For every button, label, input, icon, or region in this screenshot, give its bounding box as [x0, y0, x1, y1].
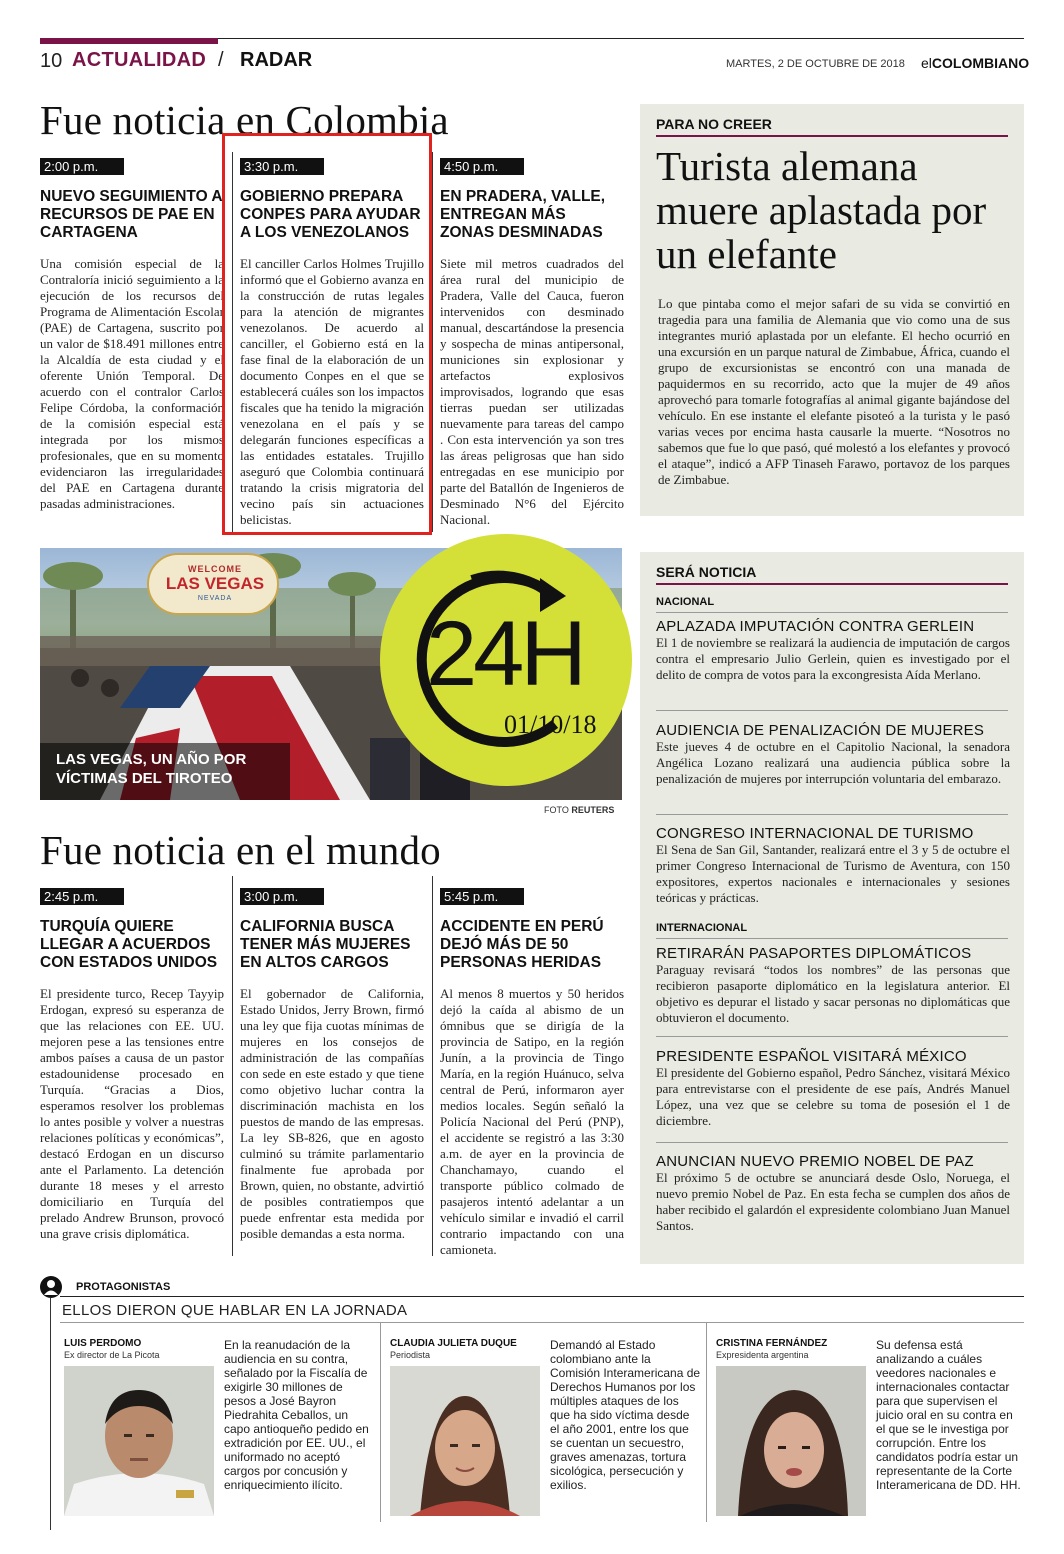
person-icon [40, 1276, 62, 1298]
item-headline: TURQUÍA QUIERE LLEGAR A ACUERDOS CON ESTADOS UNIDOS [40, 918, 218, 971]
photo-caption-line2: VÍCTIMAS DEL TIROTEO [56, 770, 233, 787]
protagonist-role: Periodista [390, 1350, 431, 1360]
sign-top-text: WELCOME [188, 564, 242, 574]
news-item [656, 1153, 1010, 1234]
photo-caption-line1: LAS VEGAS, UN AÑO POR [56, 751, 247, 768]
news-item [656, 618, 1010, 683]
colombia-title: Fue noticia en Colombia [40, 97, 449, 143]
item-body: El canciller Carlos Holmes Trujillo informó que el Gobierno avanza en la construcción de rutas legales para la atención de migrantes venezolanos. De acuerdo al canciller, el Gobierno está en la fase final de la elaboración de un documento Conpes en el que se establecerá cuáles son los impactos fiscales que ha tenido la migración venezolana en el país y se delegarán funciones específicas a las entidades estatales. Trujillo aseguró que Colombia continuará tratando la crisis migratoria del vecino país sin actuaciones belicistas. [240, 256, 424, 527]
news-headline: ANUNCIAN NUEVO PREMIO NOBEL DE PAZ [656, 1153, 974, 1170]
24h-badge [380, 534, 632, 786]
news-headline: APLAZADA IMPUTACIÓN CONTRA GERLEIN [656, 618, 975, 635]
mundo-item-1 [40, 888, 224, 1242]
mundo-title: Fue noticia en el mundo [40, 827, 441, 873]
badge-24h-text: 24H [426, 603, 583, 705]
item-body: Al menos 8 muertos y 50 heridos dejó la caída al abismo de un ómnibus que se dirigía de la provincia de Satipo, en la región Junín, a la provincia de Tingo María, en la región Huánuco, selva central de Perú, informaron ayer medios locales. Según señaló la Policía Nacional del Perú (PNP), el accidente se registró a las 3:30 a.m. de ayer en la provincia de Chanchamayo, cuando el transporte público colmado de pasajeros intentó adelantar a un vehículo similar e invadió el carril contrario impactando con una camioneta. [440, 986, 624, 1257]
divider [656, 1036, 1008, 1037]
panel-body: Lo que pintaba como el mejor safari de su vida se convirtió en tragedia para una familia de Alemania que vio como una de sus integrantes murió aplastada por un elefante. El hecho ocurrió en una excursión en un parque natural de Zimbabue, África, cuando el grupo de excursionistas se encontró con una manada de paquidermos en su recorrido, acto que la mujer de 49 años aprovechó para tomarle fotografías al animal gigante bajándose del vehículo. En ese instante el elefante pisoteó a la turista y le pasó varias veces por encima hasta causarle la muerte. “Nosotros no sabemos que fue lo que pasó, qué molestó a los elefantes y provocó el ataque”, indicó a AFP Tinaseh Farawo, portavoz de los parques de Zimbabue. [658, 296, 1010, 487]
protagonist-card [60, 1330, 380, 1530]
news-headline: CONGRESO INTERNACIONAL DE TURISMO [656, 825, 974, 842]
badge-date: 01/10/18 [504, 710, 597, 739]
news-headline: RETIRARÁN PASAPORTES DIPLOMÁTICOS [656, 945, 972, 962]
column-divider [432, 876, 433, 1256]
protagonistas-sub-rule [60, 1322, 1024, 1323]
protagonist-photo [716, 1366, 866, 1516]
protagonistas-subtitle: ELLOS DIERON QUE HABLAR EN LA JORNADA [62, 1302, 408, 1319]
colombia-item-3 [440, 158, 624, 528]
mundo-item-3 [440, 888, 624, 1258]
item-headline: GOBIERNO PREPARA CONPES PARA AYUDAR A LOS VENEZOLANOS [240, 188, 421, 241]
panel-rule [656, 583, 1008, 585]
protagonistas-tag: PROTAGONISTAS [76, 1281, 171, 1293]
news-body: Paraguay revisará “todos los nombres” de las personas que recibieron pasaporte diplomático en la legislatura anterior. El objetivo es depurar el listado y sacar personas no diplomáticas que obtuvieron el documento. [656, 962, 1010, 1025]
item-body: El gobernador de California, Estado Unidos, Jerry Brown, firmó una ley que fija cuotas mínimas de mujeres en los consejos de administración de las compañías con sede en este estado y que tiene como objetivo luchar contra la discriminación machista en los puestos de mando de las empresas. La ley SB-826, que en agosto culminó su trámite parlamentario finalmente fue aprobada por Brown, quien, no obstante, advirtió de posibles contratiempos que puede enfrentar esta medida por posible demandas a esta norma. [240, 986, 424, 1241]
time-tag: 5:45 p.m. [440, 888, 524, 905]
divider [656, 612, 1008, 613]
section-name: ACTUALIDAD [72, 49, 207, 71]
para-no-creer-panel [640, 104, 1024, 516]
highlight-box [222, 133, 432, 535]
news-item [656, 825, 1010, 906]
news-body: Este jueves 4 de octubre en el Capitolio Nacional, la senadora Angélica Lozano realizará una audiencia pública sobre la penalización de mujeres por interrupción voluntaria del embarazo. [656, 739, 1010, 786]
time-tag: 2:00 p.m. [40, 158, 124, 175]
news-body: El próximo 5 de octubre se anunciará desde Oslo, Noruega, el nuevo premio Nobel de Paz. En esta fecha se cumplen dos años de haber recibido el galardón el expresidente colombiano Juan Manuel Santos. [656, 1170, 1010, 1233]
news-body: El Sena de San Gil, Santander, realizará entre el 3 y 5 de octubre el primer Congreso Internacional de Turismo de Aventura, con 150 expositores, expertos nacionales e internacionales y sesiones teóricas y prácticas. [656, 842, 1010, 905]
sign-bottom-text: NEVADA [197, 595, 233, 602]
internacional-label: INTERNACIONAL [656, 922, 748, 934]
header-accent-bar [40, 38, 218, 44]
protagonist-role: Ex director de La Picota [64, 1350, 160, 1360]
protagonist-role: Expresidenta argentina [716, 1350, 809, 1360]
item-body: El presidente turco, Recep Tayyip Erdogan, expresó su esperanza de que las relaciones con EE. UU. mejoren pese a las tensiones entre ambos países a causa de un pastor estadounidense procesado en Turquía. “Gracias a Dios, esperamos resolver los problemas lo antes posible y volver a nuestras relaciones políticas y económicas”, destacó Erdogan en un discurso ante el Parlamento. La detención durante 18 meses y el arresto domiciliario en Turquía del prelado Andrew Brunson, provocó una grave crisis diplomática. [40, 986, 224, 1241]
panel-tag: SERÁ NOTICIA [656, 564, 757, 580]
news-item [656, 722, 1010, 787]
mundo-item-2 [240, 888, 424, 1242]
divider [656, 814, 1008, 815]
news-item [656, 945, 1010, 1026]
panel-rule [656, 135, 1008, 137]
newspaper-name: elCOLOMBIANO [921, 55, 1030, 71]
time-tag: 3:00 p.m. [240, 888, 324, 905]
protagonist-name: LUIS PERDOMO [64, 1338, 142, 1349]
time-tag: 4:50 p.m. [440, 158, 524, 175]
item-headline: ACCIDENTE EN PERÚ DEJÓ MÁS DE 50 PERSONAS HERIDAS [440, 918, 604, 971]
protagonist-name: CRISTINA FERNÁNDEZ [716, 1338, 828, 1349]
protagonist-card [712, 1330, 1024, 1530]
column-divider [232, 876, 233, 1256]
section-divider: / [218, 49, 224, 71]
divider [656, 938, 1008, 939]
protagonistas-top-rule [60, 1296, 1024, 1297]
colombia-item-1 [40, 158, 224, 512]
divider [656, 710, 1008, 711]
divider [656, 1142, 1008, 1143]
protagonist-text: Su defensa está analizando a cuáles veedores nacionales e internacionales contactar para que supervisen el juicio oral en su contra en el que se le investiga por corrupción. Entre los candidatos podría estar un representante de la Corte Interamericana de DD. HH. [876, 1338, 1021, 1492]
item-headline: CALIFORNIA BUSCA TENER MÁS MUJERES EN ALTOS CARGOS [240, 918, 411, 971]
item-headline: EN PRADERA, VALLE, ENTREGAN MÁS ZONAS DESMINADAS [440, 188, 606, 241]
protagonist-photo [390, 1366, 540, 1516]
protagonistas-rule [50, 1298, 51, 1530]
panel-tag: PARA NO CREER [656, 116, 772, 132]
news-body: El presidente del Gobierno español, Pedro Sánchez, visitará México para entrevistarse con el presidente de ese país, Andrés Manuel López, una vez que se celebre su toma de posesión el 1 de diciembre. [656, 1065, 1010, 1128]
news-body: El 1 de noviembre se realizará la audiencia de imputación de cargos contra el empresario Julio Gerlein, quien es investigado por el delito de compra de votos para la excongresista Aída Merlano. [656, 635, 1010, 682]
item-headline: NUEVO SEGUIMIENTO A RECURSOS DE PAE EN CARTAGENA [40, 188, 223, 241]
item-body: Siete mil metros cuadrados del área rural del municipio de Pradera, Valle del Cauca, fueron intervenidos con desminado manual, descartándose la presencia y sospecha de minas antipersonal, municiones sin explosionar y artefactos explosivos improvisados, logrando que esas tierras puedan ser utilizadas nuevamente para tareas del campo . Con esta intervención ya son tres las áreas peligrosas que han sido entregadas en ese municipio por parte del Batallón de Ingenieros de Desminado N°6 del Ejército Nacional. [440, 256, 624, 527]
nacional-label: NACIONAL [656, 596, 715, 608]
time-tag: 2:45 p.m. [40, 888, 124, 905]
photo-credit: FOTO REUTERS [544, 805, 615, 815]
panel-headline: Turista alemana muere aplastada por un elefante [656, 143, 987, 277]
subsection-name: RADAR [240, 49, 313, 71]
protagonist-divider [380, 1322, 381, 1522]
protagonist-text: En la reanudación de la audiencia en su contra, señalado por la Fiscalía de exigirle 30 millones de pesos a José Bayron Piedrahita Ceballos, un capo antioqueño pedido en extradición por EE. UU., el uniformado no aceptó cargos por concusión y enriquecimiento ilícito. [224, 1338, 369, 1492]
sign-main-text: LAS VEGAS [165, 574, 265, 593]
protagonist-text: Demandó al Estado colombiano ante la Comisión Interamericana de Derechos Humanos por los múltiples ataques de los que ha sido víctima desde el año 2001, entre los que se cuentan un secuestro, graves amenazas, tortura sicológica, persecución y exilios. [550, 1338, 701, 1492]
page-number: 10 [40, 50, 63, 72]
news-headline: AUDIENCIA DE PENALIZACIÓN DE MUJERES [656, 722, 985, 739]
sera-noticia-panel [640, 552, 1024, 1264]
protagonist-name: CLAUDIA JULIETA DUQUE [390, 1338, 517, 1349]
column-divider [432, 152, 433, 532]
issue-date: MARTES, 2 DE OCTUBRE DE 2018 [726, 58, 905, 70]
protagonist-photo [64, 1366, 214, 1516]
time-tag: 3:30 p.m. [240, 158, 324, 175]
news-headline: PRESIDENTE ESPAÑOL VISITARÁ MÉXICO [656, 1048, 967, 1065]
protagonist-divider [706, 1322, 707, 1522]
news-item [656, 1048, 1010, 1129]
protagonist-card [386, 1330, 706, 1530]
item-body: Una comisión especial de la Contraloría inició seguimiento a la ejecución de los recursos del Programa de Alimentación Escolar (PAE) de Cartagena, suscrito por un valor de $18.491 millones entre la Alcaldía de esta ciudad y el oferente Unión Temporal. De acuerdo con el contralor Carlos Felipe Córdoba, la conformación de la comisión especial está integrada por los mismos profesionales, que en su momento evidenciaron las irregularidades del PAE en Cartagena durante pasadas administraciones. [40, 256, 224, 511]
